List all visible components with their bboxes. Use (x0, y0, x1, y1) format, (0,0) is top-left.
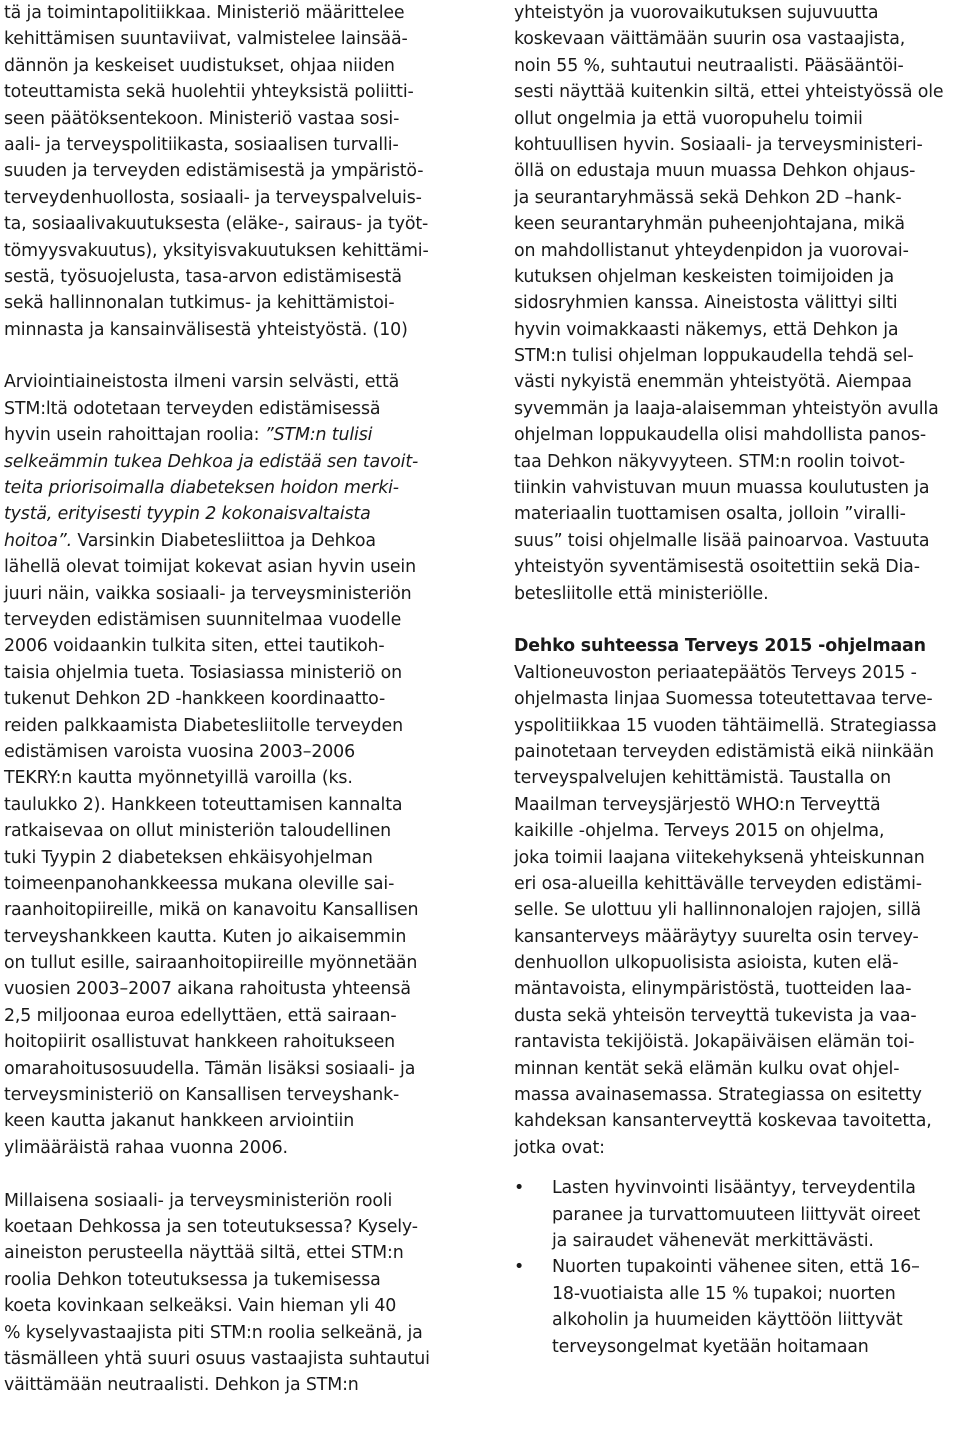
text-line: Lasten hyvinvointi lisääntyy, terveydentila (552, 1178, 916, 1199)
text-line: edistämisen varoista vuosina 2003–2006 (4, 741, 356, 762)
right-paragraph-2 (514, 660, 960, 1161)
text-line: painotetaan terveyden edistämistä eikä niinkään (514, 741, 934, 762)
text-line: on mahdollistanut yhteydenpidon ja vuorovai- (514, 240, 909, 261)
text-line: juuri näin, vaikka sosiaali- ja terveysministeriön (4, 583, 412, 604)
text-line: Nuorten tupakointi vähenee siten, että 16– (552, 1257, 920, 1278)
text-line: rantavista tekijöistä. Jokapäiväisen elämän toi- (514, 1032, 915, 1053)
text-line: dännön ja keskeiset uudistukset, ohjaa niiden (4, 55, 395, 76)
text-line: öllä on edustaja muun muassa Dehkon ohjaus- (514, 161, 916, 182)
text-line: kehittämisen suuntaviivat, valmistelee lainsää- (4, 29, 408, 50)
text-line: tukenut Dehkon 2D -hankkeen koordinaatto- (4, 689, 386, 710)
text-line: STM:ltä odotetaan terveyden edistämisessä (4, 398, 381, 419)
text-line: taa Dehkon näkyvyyteen. STM:n roolin toivot- (514, 451, 906, 472)
text-span: hyvin usein rahoittajan roolia: (4, 425, 265, 446)
text-line: reiden palkkaamista Diabetesliitolle terveyden (4, 715, 403, 736)
text-line: tä ja toimintapolitiikkaa. Ministeriö määrittelee (4, 3, 405, 23)
left-paragraph-3 (4, 1188, 456, 1399)
text-line: hyvin voimakkaasti näkemys, että Dehkon ja (514, 319, 899, 340)
text-line: tuki Tyypin 2 diabeteksen ehkäisyohjelman (4, 847, 373, 868)
text-line: minnan kentät sekä elämän kulku ovat ohjel- (514, 1058, 900, 1079)
text-line: yspolitiikkaa 15 vuoden tähtäimellä. Strategiassa (514, 715, 937, 736)
text-line: syvemmän ja laaja-alaisemman yhteistyön avulla (514, 398, 939, 419)
bullet-icon: • (514, 1257, 525, 1278)
bullet-list (514, 1175, 960, 1360)
quote-line: tystä, erityisesti tyypin 2 kokonaisvaltaista (4, 504, 371, 525)
text-line: koetaan Dehkossa ja sen toteutuksessa? Kysely- (4, 1216, 418, 1237)
text-line: aineiston perusteella näyttää siltä, ettei STM:n (4, 1243, 404, 1264)
text-line: noin 55 %, suhtautui neutraalisti. Pääsääntöi- (514, 55, 904, 76)
text-line (4, 528, 456, 554)
quote-span: hoitoa”. (4, 530, 72, 551)
text-line: 18-vuotiaista alle 15 % tupakoi; nuorten (552, 1283, 896, 1304)
text-line: ta, sosiaalivakuutuksesta (eläke-, sairaus- ja työt- (4, 214, 429, 235)
text-line: denhuollon ulkopuolisista asioista, kuten elä- (514, 953, 899, 974)
quote-span: ”STM:n tulisi (264, 425, 373, 446)
text-line: yhteistyön syventämisestä osoitettiin sekä Dia- (514, 557, 920, 578)
text-line: taulukko 2). Hankkeen toteuttamisen kannalta (4, 794, 403, 815)
text-line: % kyselyvastaajista piti STM:n roolia selkeänä, ja (4, 1322, 423, 1343)
text-line: kaikille -ohjelma. Terveys 2015 on ohjelma, (514, 821, 885, 842)
text-line: alkoholin ja huumeiden käyttöön liittyvät (552, 1310, 903, 1331)
text-line: ollut ongelmia ja että vuoropuhelu toimii (514, 108, 863, 129)
section-heading: Dehko suhteessa Terveys 2015 -ohjelmaan (514, 636, 926, 657)
text-line: kutuksen ohjelman keskeisten toimijoiden ja (514, 266, 894, 287)
text-line: terveyspalvelujen kehittämistä. Taustalla on (514, 768, 891, 789)
paragraph-gap (4, 1161, 456, 1187)
text-line: ohjelman loppukaudella olisi mahdollista panos- (514, 425, 926, 446)
text-line: paranee ja turvattomuuteen liittyvät oireet (552, 1204, 921, 1225)
text-line: materiaalin tuottamisen osalta, jolloin ”viralli- (514, 504, 906, 525)
text-line: sestä, työsuojelusta, tasa-arvon edistämisestä (4, 266, 402, 287)
text-line: sekä hallinnonalan tutkimus- ja kehittämistoi- (4, 293, 395, 314)
text-line: suuden ja terveyden edistämisestä ja ympäristö- (4, 161, 424, 182)
text-line: yhteistyön ja vuorovaikutuksen sujuvuutta (514, 3, 879, 23)
text-line: betesliitolle että ministeriölle. (514, 583, 769, 604)
text-line: TEKRY:n kautta myönnetyillä varoilla (ks. (4, 768, 353, 789)
text-line: Valtioneuvoston periaatepäätös Terveys 2015 - (514, 662, 917, 683)
paragraph-gap (4, 343, 456, 369)
quote-line: teita priorisoimalla diabeteksen hoidon merki- (4, 478, 399, 499)
text-line: massa avainasemassa. Strategiassa on esitetty (514, 1085, 922, 1106)
text-line: ohjelmasta linjaa Suomessa toteutettavaa terve- (514, 689, 933, 710)
text-line: tömyysvakuutus), yksityisvakuutuksen kehittämi- (4, 240, 429, 261)
text-line: mäntavoista, elinympäristöstä, tuotteiden laa- (514, 979, 912, 1000)
text-line: STM:n tulisi ohjelman loppukaudella tehdä sel- (514, 346, 914, 367)
left-paragraph-1 (4, 0, 456, 343)
text-line: Arviointiaineistosta ilmeni varsin selvästi, että (4, 372, 400, 393)
text-line: tiinkin vahvistuvan muun muassa koulutusten ja (514, 478, 930, 499)
text-line: ylimääräistä rahaa vuonna 2006. (4, 1137, 288, 1158)
bullet-icon: • (514, 1178, 525, 1199)
text-line: kansanterveys määräytyy suurelta osin tervey- (514, 926, 919, 947)
text-line: roolia Dehkon toteutuksessa ja tukemisessa (4, 1269, 381, 1290)
text-span: Varsinkin Diabetesliittoa ja Dehkoa (71, 530, 376, 551)
text-line: Maailman terveysjärjestö WHO:n Terveyttä (514, 794, 881, 815)
text-line: keen seurantaryhmän puheenjohtajana, mikä (514, 214, 905, 235)
text-line: raanhoitopiireille, mikä on kanavoitu Kansallisen (4, 900, 419, 921)
text-line: eri osa-alueilla kehittävälle terveyden edistämi- (514, 873, 922, 894)
right-paragraph-1 (514, 0, 960, 607)
text-line: Millaisena sosiaali- ja terveysministeriön rooli (4, 1190, 393, 1211)
bullet-item (514, 1254, 960, 1360)
text-line: västi nykyistä enemmän yhteistyötä. Aiempaa (514, 372, 912, 393)
left-column (4, 0, 456, 1399)
text-line: toimeenpanohankkeessa mukana oleville sai- (4, 873, 395, 894)
text-line: koeta kovinkaan selkeäksi. Vain hieman yli 40 (4, 1296, 397, 1317)
text-line: sidosryhmien kanssa. Aineistosta välittyi silti (514, 293, 898, 314)
text-line: terveyden edistämisen suunnitelmaa vuodelle (4, 609, 402, 630)
text-line: kahdeksan kansanterveyttä koskevaa tavoitetta, (514, 1111, 932, 1132)
text-line: sesti näyttää kuitenkin siltä, ettei yhteistyössä ole (514, 82, 944, 103)
text-line: taisia ohjelmia tueta. Tosiasiassa ministeriö on (4, 662, 402, 683)
text-line: terveydenhuollosta, sosiaali- ja terveyspalveluis- (4, 187, 422, 208)
text-line: terveysongelmat kyetään hoitamaan (552, 1336, 869, 1357)
text-line: seen päätöksentekoon. Ministeriö vastaa sosi- (4, 108, 400, 129)
text-line: terveysministeriö on Kansallisen terveyshank- (4, 1085, 400, 1106)
quote-line: selkeämmin tukea Dehkoa ja edistää sen tavoit- (4, 451, 419, 472)
text-line: vuosien 2003–2007 aikana rahoitusta yhteensä (4, 979, 411, 1000)
text-line: dusta sekä yhteisön terveyttä tukevista ja vaa- (514, 1005, 917, 1026)
text-line: 2,5 miljoonaa euroa edellyttäen, että sairaan- (4, 1005, 397, 1026)
text-line: keen kautta jakanut hankkeen arviointiin (4, 1111, 355, 1132)
text-line: on tullut esille, sairaanhoitopiireille myönnetään (4, 953, 418, 974)
text-line: hoitopiirit osallistuvat hankkeen rahoitukseen (4, 1032, 395, 1053)
text-line: minnasta ja kansainvälisestä yhteistyöstä. (10) (4, 319, 408, 340)
text-line: ja seurantaryhmässä sekä Dehkon 2D –hank- (514, 187, 902, 208)
text-line: väittämään neutraalisti. Dehkon ja STM:n (4, 1375, 359, 1396)
paragraph-gap (514, 607, 960, 633)
text-line: aali- ja terveyspolitiikasta, sosiaalisen turvalli- (4, 134, 399, 155)
text-line: jotka ovat: (514, 1137, 605, 1158)
left-paragraph-2 (4, 369, 456, 1161)
text-line: ja sairaudet vähenevät merkittävästi. (552, 1230, 874, 1251)
text-line: ratkaisevaa on ollut ministeriön taloudellinen (4, 821, 392, 842)
text-line (4, 422, 456, 448)
text-line: täsmälleen yhtä suuri osuus vastaajista suhtautui (4, 1348, 430, 1369)
text-line: terveyshankkeen kautta. Kuten jo aikaisemmin (4, 926, 407, 947)
right-column (514, 0, 960, 1360)
text-line: joka toimii laajana viitekehyksenä yhteiskunnan (514, 847, 925, 868)
bullet-item (514, 1175, 960, 1254)
text-line: suus” toisi ohjelmalle lisää painoarvoa. Vastuuta (514, 530, 930, 551)
text-line: selle. Se ulottuu yli hallinnonalojen rajojen, sillä (514, 900, 922, 921)
text-line: omarahoitusosuudella. Tämän lisäksi sosiaali- ja (4, 1058, 416, 1079)
text-line: koskevaan väittämään suurin osa vastaajista, (514, 29, 906, 50)
text-line: kohtuullisen hyvin. Sosiaali- ja terveysministeri- (514, 134, 923, 155)
text-line: lähellä olevat toimijat kokevat asian hyvin usein (4, 557, 416, 578)
text-line: 2006 voidaankin tulkita siten, ettei tautikoh- (4, 636, 385, 657)
text-line: toteuttamista sekä huolehtii yhteyksistä poliitti- (4, 82, 414, 103)
